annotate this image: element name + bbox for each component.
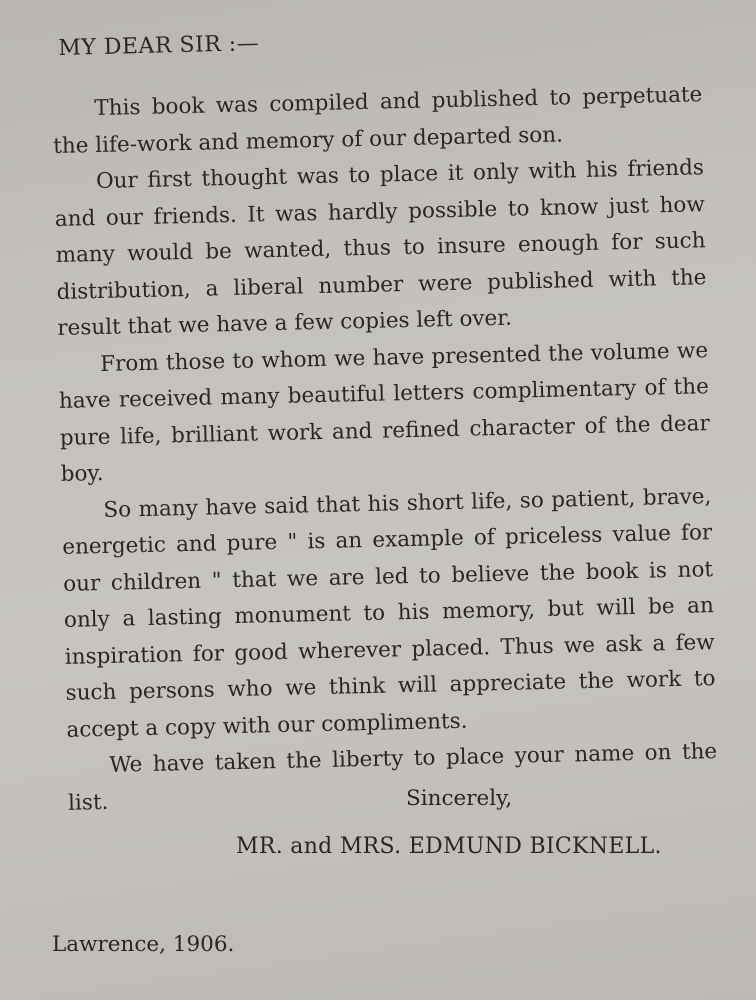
paragraph: We have taken the liberty to place your name on the list.: [67, 739, 718, 816]
paragraph: Our first thought was to place it only with his friends and our friends. It was hardly possible to know just how many would be wanted, thus to insure enough for such distribution, a liberal number were published with the result that we have a few copies left over.: [54, 155, 707, 341]
paragraph: From those to whom we have presented the volume we have received many beautiful letters complimentary of the pure life, brilliant work and refined character of the dear boy.: [58, 337, 710, 487]
signature: MR. and MRS. EDMUND BICKNELL.: [236, 834, 662, 859]
paragraph: This book was compiled and published to perpetuate the life-work and memory of our departed son.: [52, 82, 703, 159]
closing: Sincerely,: [406, 786, 513, 811]
salutation: MY DEAR SIR :—: [58, 31, 260, 61]
paragraph: So many have said that his short life, so patient, brave, energetic and pure " is an example of priceless value for our children " that we are led to believe the book is not only a lasting monument to his memory, but will be an inspiration for good wherever placed. Thus we ask a few such persons who we think will appreciate the work to accept a copy with our compliments.: [62, 483, 716, 743]
place-date: Lawrence, 1906.: [52, 932, 235, 957]
letter-body: [52, 77, 718, 822]
